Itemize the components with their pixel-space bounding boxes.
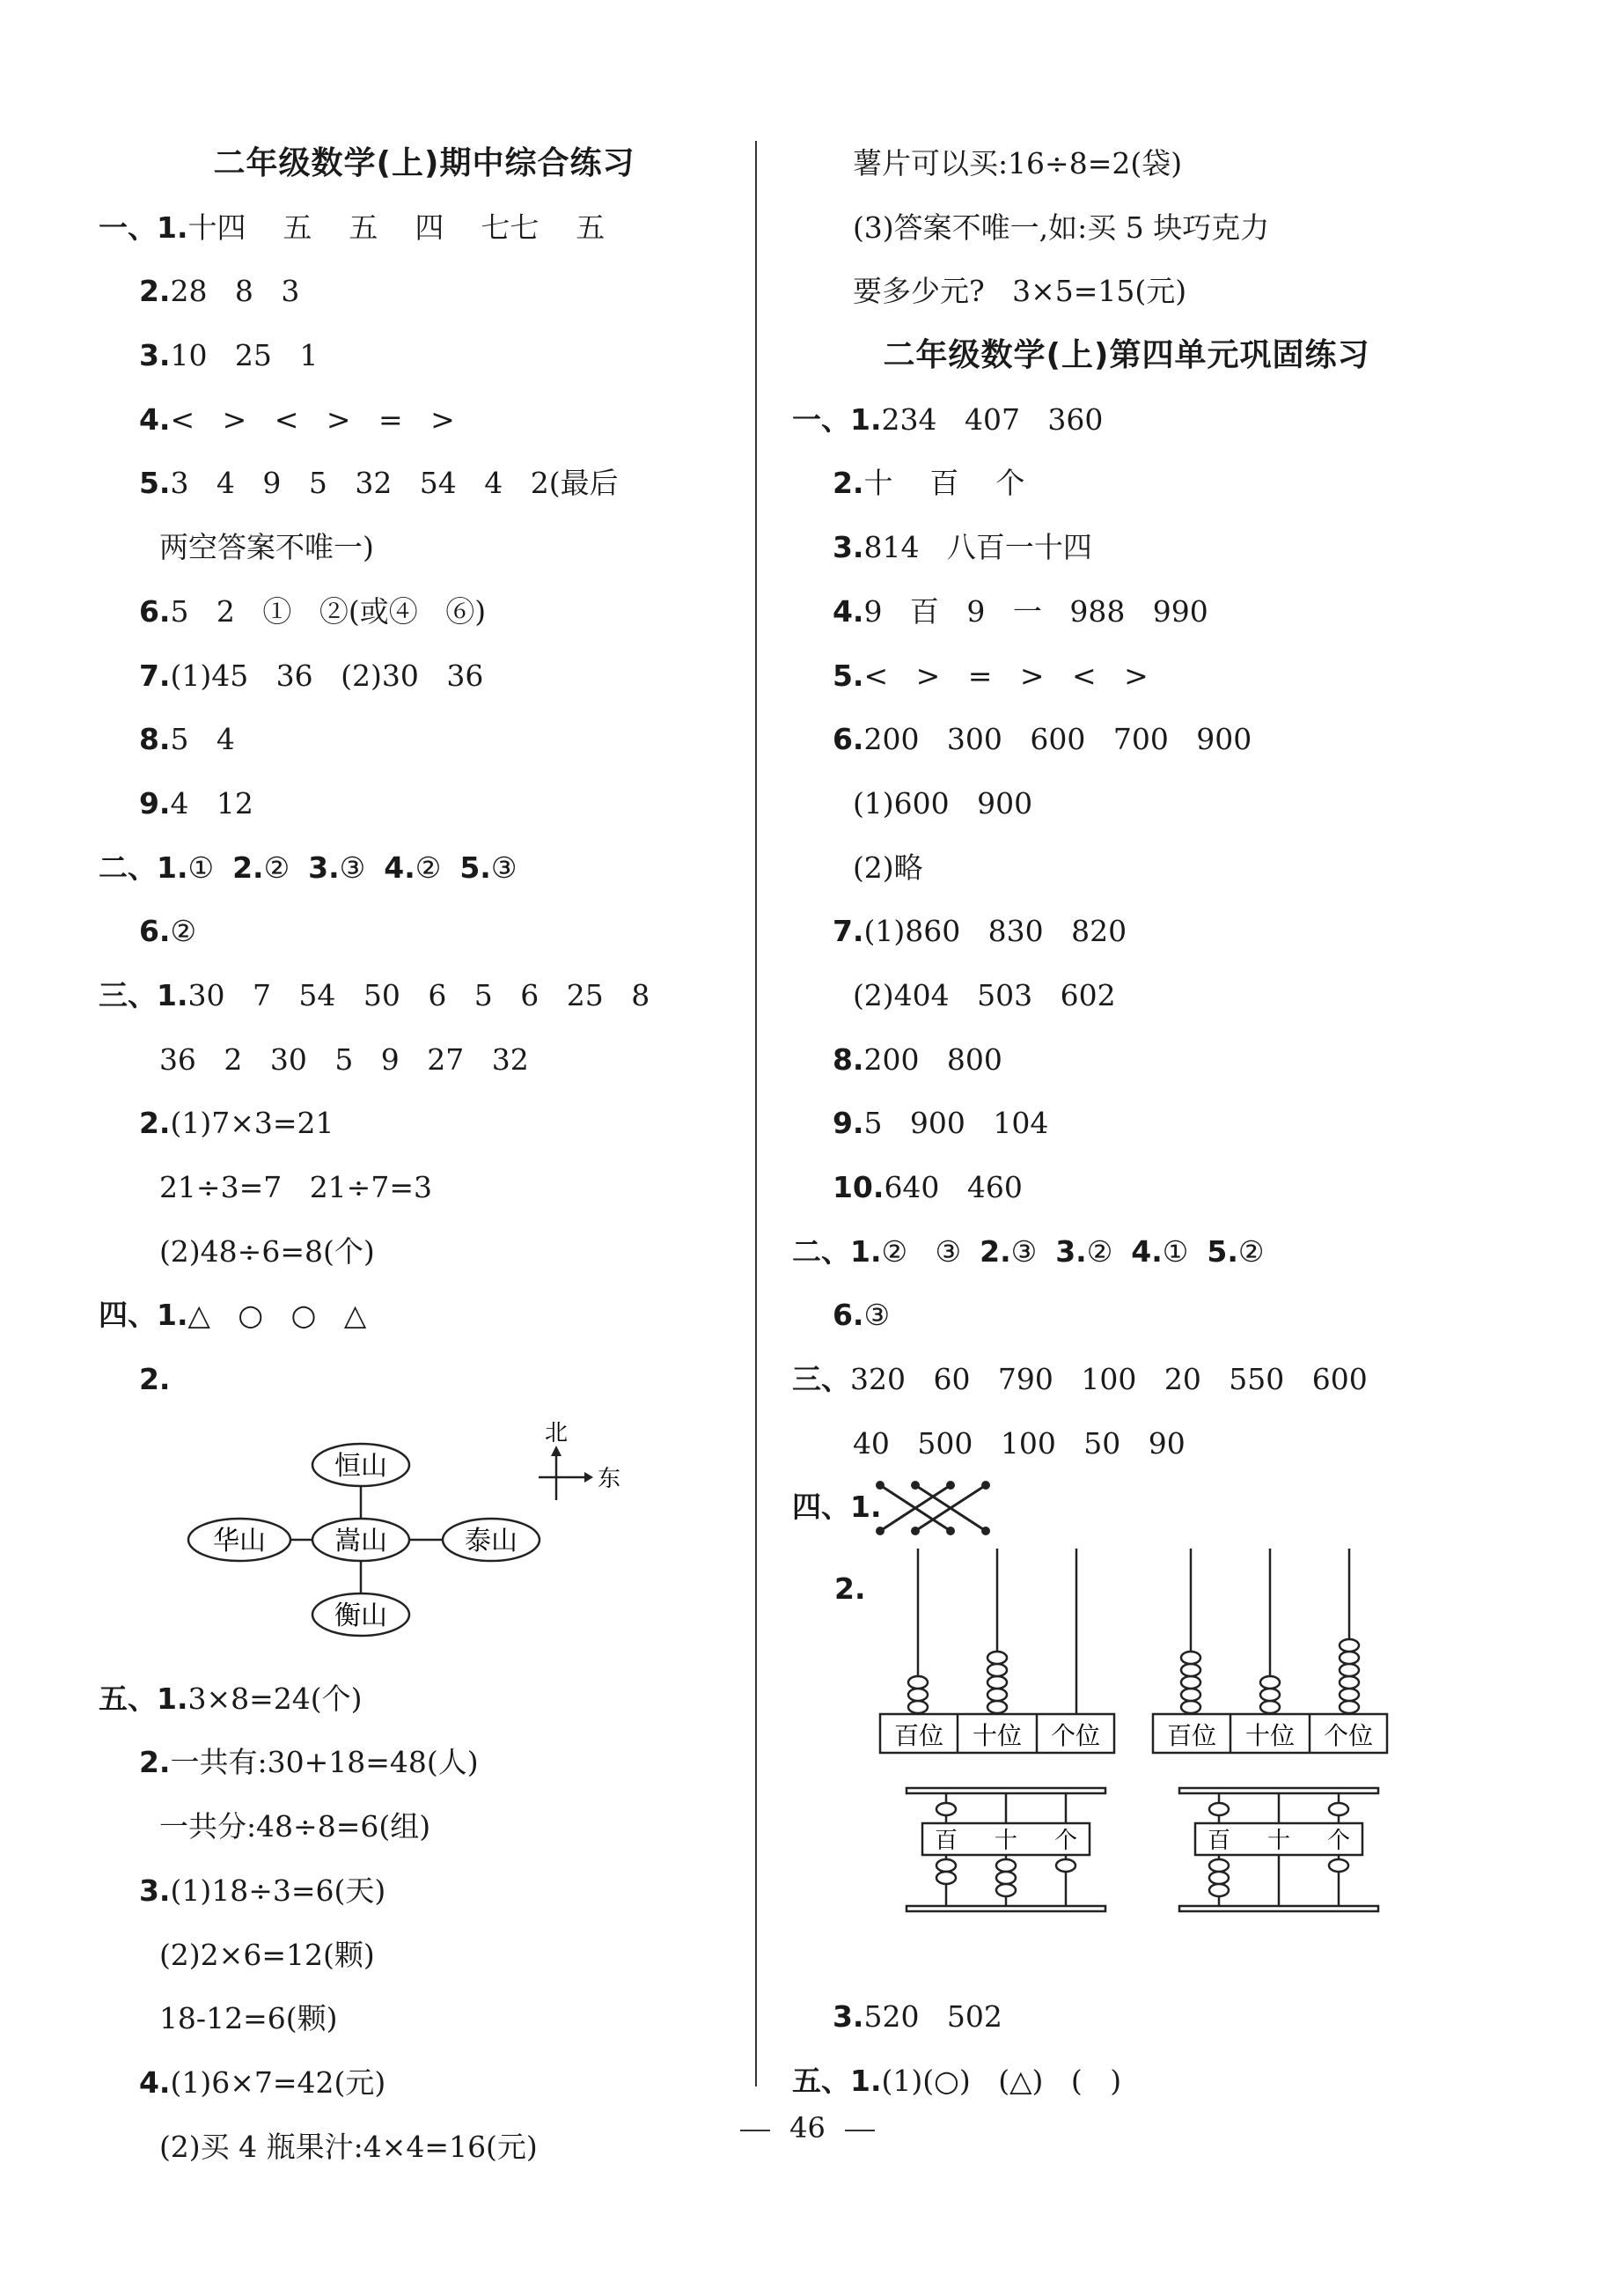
question-number: 4. [1131,1233,1163,1269]
abacus1-hundreds: 百 [934,1828,958,1855]
section-marker [99,914,139,948]
answer-text: (2)略 [852,850,923,885]
answer-line [792,196,1461,261]
answer-line [99,1987,750,2051]
question-number: 1. [157,210,188,245]
answer-text: ① [1162,1233,1208,1269]
answer-line [99,1795,750,1859]
compass-north-label: 北 [544,1419,569,1446]
mountain-right [443,1519,540,1561]
section-marker [99,466,139,500]
question-number: 2. [832,466,864,501]
frame1-place-ones: 个位 [1050,1721,1101,1751]
question-number: 8. [138,722,171,757]
answer-text: (2)404 503 602 [852,977,1116,1012]
answer-line [792,516,1461,580]
answer-text: 234 407 360 [881,401,1104,437]
question-number: 5. [138,466,171,501]
mountain-bottom [312,1593,409,1636]
section-title-midterm: 二年级数学(上)期中综合练习 [213,145,635,181]
question-number: 6. [832,1298,864,1333]
answer-text: 5 4 [170,722,235,757]
answer-line [99,1731,750,1795]
section-marker [99,594,139,629]
section-marker: 四、 [792,1490,850,1525]
section-marker: 四、 [99,1298,157,1333]
section-marker [792,594,833,629]
answer-text: ② ③ [881,1233,980,1269]
compass-icon [539,1420,620,1500]
mountain-top [312,1444,409,1486]
section-marker [792,466,833,500]
answer-line [99,2051,750,2116]
answer-text: 520 502 [863,1999,1002,2035]
answer-text: ② [170,914,197,949]
answer-line [99,1284,750,1348]
section-marker [99,2001,159,2035]
left-answers-word-problems [99,1667,750,2180]
question-number: 1. [850,1233,882,1269]
question-number: 2. [138,274,171,309]
right-answers-end [792,1985,1461,2113]
answer-text: 28 8 3 [170,274,300,309]
counting-frame-1 [880,1549,1114,1753]
answer-line [99,388,750,453]
answer-text: ② [1237,1233,1265,1269]
answer-line [99,900,750,964]
question-number: 7. [138,658,171,693]
mountain-direction-figure [99,1412,750,1667]
question-number: 10. [832,1170,885,1205]
section-marker [99,1170,159,1204]
page-footer [0,2111,1615,2145]
question-number: 1. [850,1490,882,1525]
section-marker [792,978,853,1012]
section-marker [792,850,853,885]
answer-line [792,964,1461,1028]
frame2-place-tens: 十位 [1244,1721,1296,1751]
answer-text: ③ [863,1298,891,1333]
section-marker [99,1938,159,1972]
answer-line [99,1220,750,1284]
answer-line [792,708,1461,772]
page-number: 46 [789,2111,826,2145]
answer-line [792,1156,1461,1220]
answer-line [99,1156,750,1220]
abacus1-ones: 个 [1053,1828,1078,1855]
answer-text: 一共分:48÷8=6(组) [158,1809,431,1844]
answer-line [99,516,750,580]
answer-line [792,132,1461,196]
answer-text: △ ○ ○ △ [187,1298,367,1333]
right-answers-continued [792,132,1461,324]
question-number: 3. [832,530,864,565]
question-number: 1. [157,977,188,1012]
answer-text: ③ [1010,1233,1056,1269]
answer-line [792,644,1461,709]
mountain-left-label: 华山 [213,1525,266,1556]
section-marker [792,1106,833,1140]
mountain-top-label: 恒山 [334,1450,387,1482]
answer-line [792,836,1461,901]
question-number: 2. [138,1362,171,1397]
section-marker: 一、 [99,210,157,245]
section-marker: 三、 [792,1362,850,1397]
section-marker [99,659,139,693]
answer-line [792,388,1461,453]
answer-line [792,452,1461,516]
answer-text: 3×8=24(个) [187,1681,363,1716]
answer-line [792,1092,1461,1156]
section-marker [792,146,853,180]
answer-line [99,1859,750,1924]
answer-line [792,1028,1461,1093]
question-number: 5. [459,850,491,885]
counting-frame-2 [1153,1549,1387,1753]
answer-text: (1)(○) (△) ( ) [881,2063,1122,2098]
question-number: 3. [138,1873,171,1908]
answer-line [99,708,750,772]
answer-text: ② [415,850,460,885]
answer-text: 两空答案不唯一) [158,530,374,565]
answer-line [99,580,750,644]
answer-text: 21÷3=7 21÷7=3 [158,1170,432,1205]
section-marker [99,530,159,564]
answer-line [792,1348,1461,1412]
abacus1-tens: 十 [994,1828,1018,1855]
question-number: 2. [138,1745,171,1780]
answer-line [792,1412,1461,1476]
answer-line [99,1028,750,1093]
answer-text: (1)860 830 820 [863,914,1127,949]
answer-text: 814 八百一十四 [863,530,1092,565]
mountain-center-label: 嵩山 [334,1525,387,1556]
answer-text: 18-12=6(颗) [158,2001,338,2036]
abacus2-ones: 个 [1326,1828,1351,1855]
answer-line [99,644,750,709]
answer-line [99,836,750,901]
section-marker [99,786,139,821]
answer-line [99,1092,750,1156]
question-number: 3. [832,1999,864,2035]
section-marker [99,2065,139,2100]
answer-text: 薯片可以买:16÷8=2(袋) [852,146,1183,180]
answer-text: (1)7×3=21 [170,1106,334,1141]
answer-text: 640 460 [884,1170,1023,1205]
section-marker [792,1426,853,1461]
answer-line [99,452,750,516]
question-number: 9. [832,1106,864,1141]
section-title-unit4: 二年级数学(上)第四单元巩固练习 [883,337,1370,374]
answer-text: ③ [339,850,385,885]
frame2-place-ones: 个位 [1323,1721,1374,1751]
matching-lines-diagram [871,1476,1540,1547]
right-answers [792,388,1461,1540]
mountain-left [188,1519,290,1561]
column-divider [755,141,757,2086]
answer-line [792,1284,1461,1348]
mountain-bottom-label: 衡山 [334,1600,387,1631]
answer-line [792,1985,1461,2049]
section-marker [99,338,139,372]
section-marker [99,1745,139,1779]
answer-line [99,1348,750,1412]
section-marker [792,530,833,564]
answer-line [792,2049,1461,2114]
answer-line [792,580,1461,644]
section-marker [99,1042,159,1077]
section-marker [99,1362,139,1396]
section-marker [792,659,833,693]
question-number: 1. [157,1298,188,1333]
answer-text: 5 2 ① ②(或④ ⑥) [170,593,487,629]
question-number: 1. [850,401,882,437]
left-column [99,132,750,2179]
section-marker [99,722,139,756]
answer-text: 十四 五 五 四 七七 五 [187,210,606,245]
answer-text: < > = > < > [863,658,1149,693]
section-marker [792,914,833,948]
section-marker [99,1234,159,1269]
abacus-2 [1179,1788,1378,1911]
section-marker [99,1106,139,1140]
question-number: 1. [157,1681,188,1716]
answer-text: (1)6×7=42(元) [170,2064,386,2100]
section-marker: 三、 [99,977,157,1012]
answer-text: < > < > = > [170,401,455,437]
question-number: 2. [138,1106,171,1141]
section-marker: 一、 [792,401,850,437]
answer-text: 5 900 104 [863,1106,1049,1141]
answer-text: 一共有:30+18=48(人) [170,1745,479,1780]
section-marker [792,786,853,821]
answer-text: ② [263,850,309,885]
section-marker: 二、 [99,850,157,885]
question-number: 1. [850,2063,882,2098]
answer-text: ② [1086,1233,1132,1269]
section-marker [792,210,853,245]
mountain-map-diagram [99,1412,750,1667]
answer-line [792,900,1461,964]
abacus-figure [792,1571,1461,1985]
answer-line [792,772,1461,836]
question-number: 4. [384,850,415,885]
answer-text: 要多少元? 3×5=15(元) [852,274,1187,309]
compass-east-label: 东 [597,1465,621,1492]
abacus2-hundreds: 百 [1207,1828,1231,1855]
answer-text: 3 4 9 5 32 54 4 2(最后 [170,466,619,501]
answer-line [99,1924,750,1988]
question-number: 8. [832,1041,864,1077]
footer-dash-left [740,2130,770,2131]
answer-text: 4 12 [170,785,253,821]
answer-text: 30 7 54 50 6 5 6 25 8 [187,977,650,1012]
mountain-center [312,1519,409,1561]
abacus-question-number: 2. [834,1571,866,1607]
answer-text: (1)600 900 [852,785,1033,821]
frame2-place-hundreds: 百位 [1166,1721,1217,1751]
frame1-place-tens: 十位 [972,1721,1023,1751]
section-marker [99,274,139,308]
answer-line [792,1220,1461,1284]
answer-line [99,324,750,388]
section-marker [792,1298,833,1332]
question-number: 6. [138,593,171,629]
section-marker [792,274,853,308]
abacus2-tens: 十 [1266,1828,1291,1855]
answer-text: 200 800 [863,1041,1002,1077]
answer-line [99,260,750,324]
answer-text: (2)买 4 瓶果汁:4×4=16(元) [158,2129,538,2164]
answer-line [99,1667,750,1732]
section-marker: 二、 [792,1233,850,1269]
answer-line [792,260,1461,324]
question-number: 4. [138,2064,171,2100]
left-answers [99,196,750,1412]
question-number: 7. [832,914,864,949]
question-number: 3. [308,850,340,885]
question-number: 6. [138,914,171,949]
question-number: 2. [232,850,264,885]
answer-text: (3)答案不唯一,如:买 5 块巧克力 [852,210,1270,245]
mountain-right-label: 泰山 [465,1525,518,1556]
answer-text: 40 500 100 50 90 [852,1425,1186,1461]
answer-text: ③ [490,850,518,885]
answer-text: (1)45 36 (2)30 36 [170,658,484,693]
question-number: 3. [138,338,171,373]
section-marker [99,1873,139,1908]
frame1-place-hundreds: 百位 [893,1721,944,1751]
section-marker: 五、 [99,1681,157,1716]
abacus-diagrams [792,1540,1461,1915]
question-number: 4. [138,401,171,437]
question-number: 1. [157,850,188,885]
section-marker [99,402,139,437]
section-marker [792,722,833,756]
question-number: 5. [1207,1233,1238,1269]
abacus-1 [907,1788,1105,1911]
answer-text: 十 百 个 [863,466,1025,501]
answer-text: (2)48÷6=8(个) [158,1233,375,1269]
answer-line [99,964,750,1028]
section-marker [792,1999,833,2034]
question-number: 4. [832,593,864,629]
question-number: 6. [832,722,864,757]
answer-text: 9 百 9 一 988 990 [863,593,1208,629]
question-number: 9. [138,785,171,821]
section-marker [792,1170,833,1204]
answer-text: (1)18÷3=6(天) [170,1873,386,1908]
answer-line [99,196,750,261]
right-column [792,132,1461,2114]
question-number: 3. [1055,1233,1087,1269]
section-marker: 五、 [792,2063,850,2098]
answer-text: 10 25 1 [170,338,319,373]
question-number: 2. [980,1233,1011,1269]
footer-dash-right [845,2130,875,2131]
answer-text: 36 2 30 5 9 27 32 [158,1041,529,1077]
section-marker [99,1809,159,1843]
question-number: 5. [832,658,864,693]
answer-text: 200 300 600 700 900 [863,722,1252,757]
answer-line [99,772,750,836]
answer-text: 320 60 790 100 20 550 600 [850,1362,1368,1397]
answer-text: ① [187,850,233,885]
answer-text: (2)2×6=12(颗) [158,1937,375,1972]
section-marker [792,1042,833,1077]
